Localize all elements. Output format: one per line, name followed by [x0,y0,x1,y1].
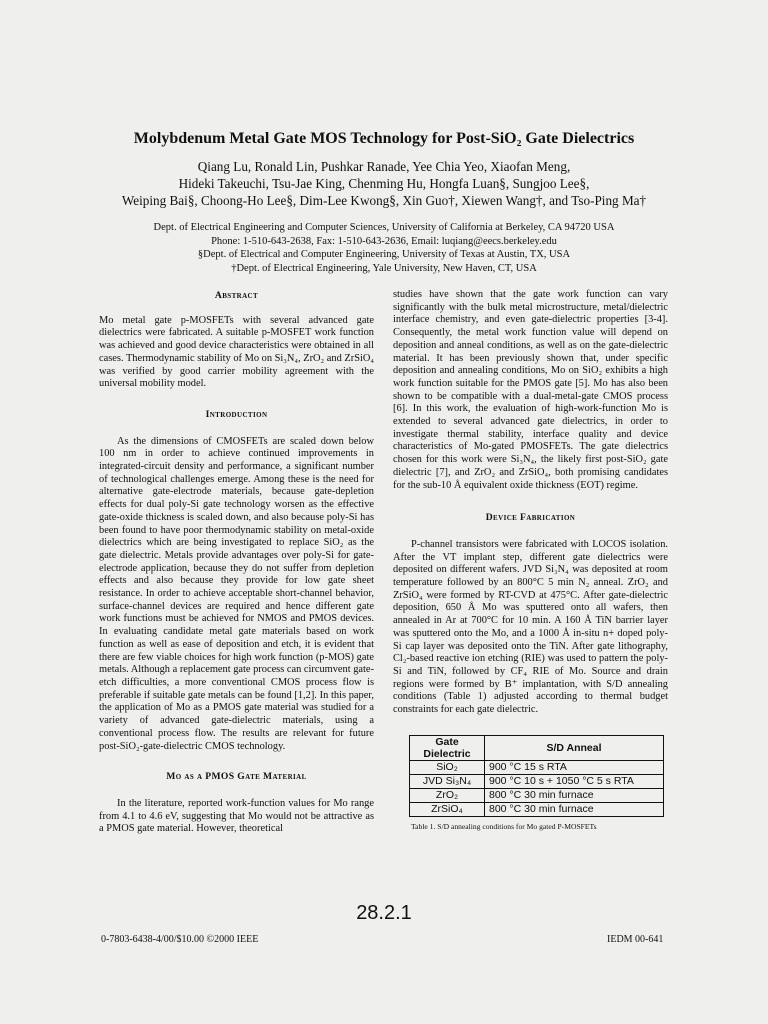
author-line-2: Hideki Takeuchi, Tsu-Jae King, Chenming Hu, Hongfa Luan§, Sungjoo Lee§, [178,176,590,191]
mo-section-text: In the literature, reported work-function values for Mo range from 4.1 to 4.6 eV, suggesting that Mo would not be attractive as a PMOS gate material. However, theoretical [99,797,374,835]
header-sd-anneal: S/D Anneal [485,735,664,760]
cell-anneal: 800 °C 30 min furnace [485,802,664,816]
mo-section-heading: Mo as a PMOS Gate Material [166,771,307,783]
page-number: 28.2.1 [356,902,412,924]
right-column [393,289,668,834]
intro-continued-text: studies have shown that the gate work function can vary significantly with the bulk metal microstructure, metal/dielectric interface chemistry, and even gate-dielectric properties [3-4]. Consequently, the metal work function value will depend on deposition and anneal conditions, as well as on the gate-dielectric material. It has been previously shown that, under specific deposition and annealing conditions, Mo on SiO₂ exhibits a high work function suitable for the PMOS gate [5]. Mo has also been shown to be compatible with a dual-metal-gate CMOS process [6]. In this work, the evaluation of high-work-function Mo is extended to several advanced gate dielectrics, in order to investigate thermal stability, interface quality and device characteristics of Mo-gated PMOSFETs. The gate dielectrics chosen for this work were Si₃N₄, the likely first post-SiO₂ gate dielectric [7], and ZrO₂ and ZrSiO₄, both promising candidates for the sub-10 Å equivalent oxide thickness (EOT) regime. [393,289,668,491]
affiliation-texas: §Dept. of Electrical and Computer Engineering, University of Texas at Austin, TX, USA [197,249,571,260]
table-row [410,802,664,816]
author-list [0,158,768,209]
device-fabrication-text: P-channel transistors were fabricated with LOCOS isolation. After the VT implant step, different gate dielectrics were deposited on different wafers. JVD Si₃N₄ was deposited at room temperature followed by an 800°C 5 min N₂ anneal. ZrO₂ and ZrSiO₄ were formed by RT-CVD at 475°C. After gate-dielectric deposition, 650 Å Mo was sputtered onto all wafers, then annealed in Ar at 700°C for 10 min. A 160 Å TiN barrier layer was sputtered onto the Mo, and a 1000 Å in-situ n+ doped poly-Si cap layer was deposited onto the TiN. After gate lithography, Cl₂-based reactive ion etching (RIE) was used to pattern the poly-Si and TiN, followed by CF₄ RIE of Mo. Source and drain regions were formed by B⁺ implantation, with S/D annealing conditions (Table 1) adjusted according to thermal budget constraints for each gate dielectric. [393,538,668,716]
footer-copyright: 0-7803-6438-4/00/$10.00 ©2000 IEEE [101,934,259,945]
author-line-1: Qiang Lu, Ronald Lin, Pushkar Ranade, Yee Chia Yeo, Xiaofan Meng, [197,159,571,174]
affiliations [0,221,768,275]
abstract-text: Mo metal gate p-MOSFETs with several advanced gate dielectrics were fabricated. A suitable p-MOSFET work function was achieved and good device characteristics were obtained in all cases. Thermodynamic stability of Mo on Si₃N₄, ZrO₂ and ZrSiO₄ was verified by good carrier mobility agreement with the universal mobility model. [99,314,374,390]
affiliation-yale: †Dept. of Electrical Engineering, Yale University, New Haven, CT, USA [231,262,537,274]
table-header-row [410,735,664,760]
cell-anneal: 800 °C 30 min furnace [485,788,664,802]
device-fabrication-heading: Device Fabrication [485,512,576,524]
affiliation-berkeley: Dept. of Electrical Engineering and Computer Sciences, University of California at Berkeley, CA 94720 USA [153,222,615,233]
cell-anneal: 900 °C 10 s + 1050 °C 5 s RTA [485,774,664,788]
introduction-text: As the dimensions of CMOSFETs are scaled down below 100 nm in order to achieve continued improvements in integrated-circuit density and performance, a significant number of technological challenges emerge. Among these is the need for alternative gate-electrode materials, because gate-depletion effects for dual poly-Si gate technology worsen as the effective gate-oxide thickness is scaled down, and also because poly-Si has been found to have poor thermodynamic stability on metal-oxide dielectrics which are being investigated to replace SiO₂ as the gate dielectric. Metals provide advantages over poly-Si for gate-electrode application, because they do not suffer from depletion effects and also because they provide for low gate sheet resistance. In order to achieve acceptable short-channel behavior, surface-channel devices are required and hence different gate work functions must be achieved for NMOS and PMOS devices. In evaluating candidate metal gate materials based on work function as well as ease of deposition and etch, it is evident that there are few viable choices for high work function (p-MOS) gate metals. Although a replacement gate process can circumvent gate-etch difficulties, a more conventional CMOS process flow is preferable if suitable gate metals can be found [1,2]. In this paper, the application of Mo as a PMOS gate material was studied for a variety of advanced gate-dielectric materials, using a conventional process flow. The results are relevant for future post-SiO₂-gate-dielectric CMOS technology. [99,435,374,752]
contact-info: Phone: 1-510-643-2638, Fax: 1-510-643-2636, Email: luqiang@eecs.berkeley.edu [211,235,557,247]
table-caption: Table 1. S/D annealing conditions for Mo gated P-MOSFETs [411,821,597,831]
cell-dielectric: ZrSiO₄ [410,802,485,816]
anneal-table [409,735,664,817]
table-row [410,774,664,788]
cell-anneal: 900 °C 15 s RTA [485,760,664,774]
cell-dielectric: ZrO₂ [410,788,485,802]
introduction-heading: Introduction [205,408,268,420]
table-row [410,788,664,802]
cell-dielectric: JVD Si₃N₄ [410,774,485,788]
header-gate-dielectric: Gate Dielectric [410,735,485,760]
cell-dielectric: SiO₂ [410,760,485,774]
left-column [99,290,374,836]
paper-title: Molybdenum Metal Gate MOS Technology for Post-SiO₂ Gate Dielectrics [133,130,635,147]
abstract-heading: Abstract [214,290,259,301]
footer-conference: IEDM 00-641 [607,934,664,945]
author-line-3: Weiping Bai§, Choong-Ho Lee§, Dim-Lee Kwong§, Xin Guo†, Xiewen Wang†, and Tso-Ping Ma† [121,193,647,208]
table-row [410,760,664,774]
